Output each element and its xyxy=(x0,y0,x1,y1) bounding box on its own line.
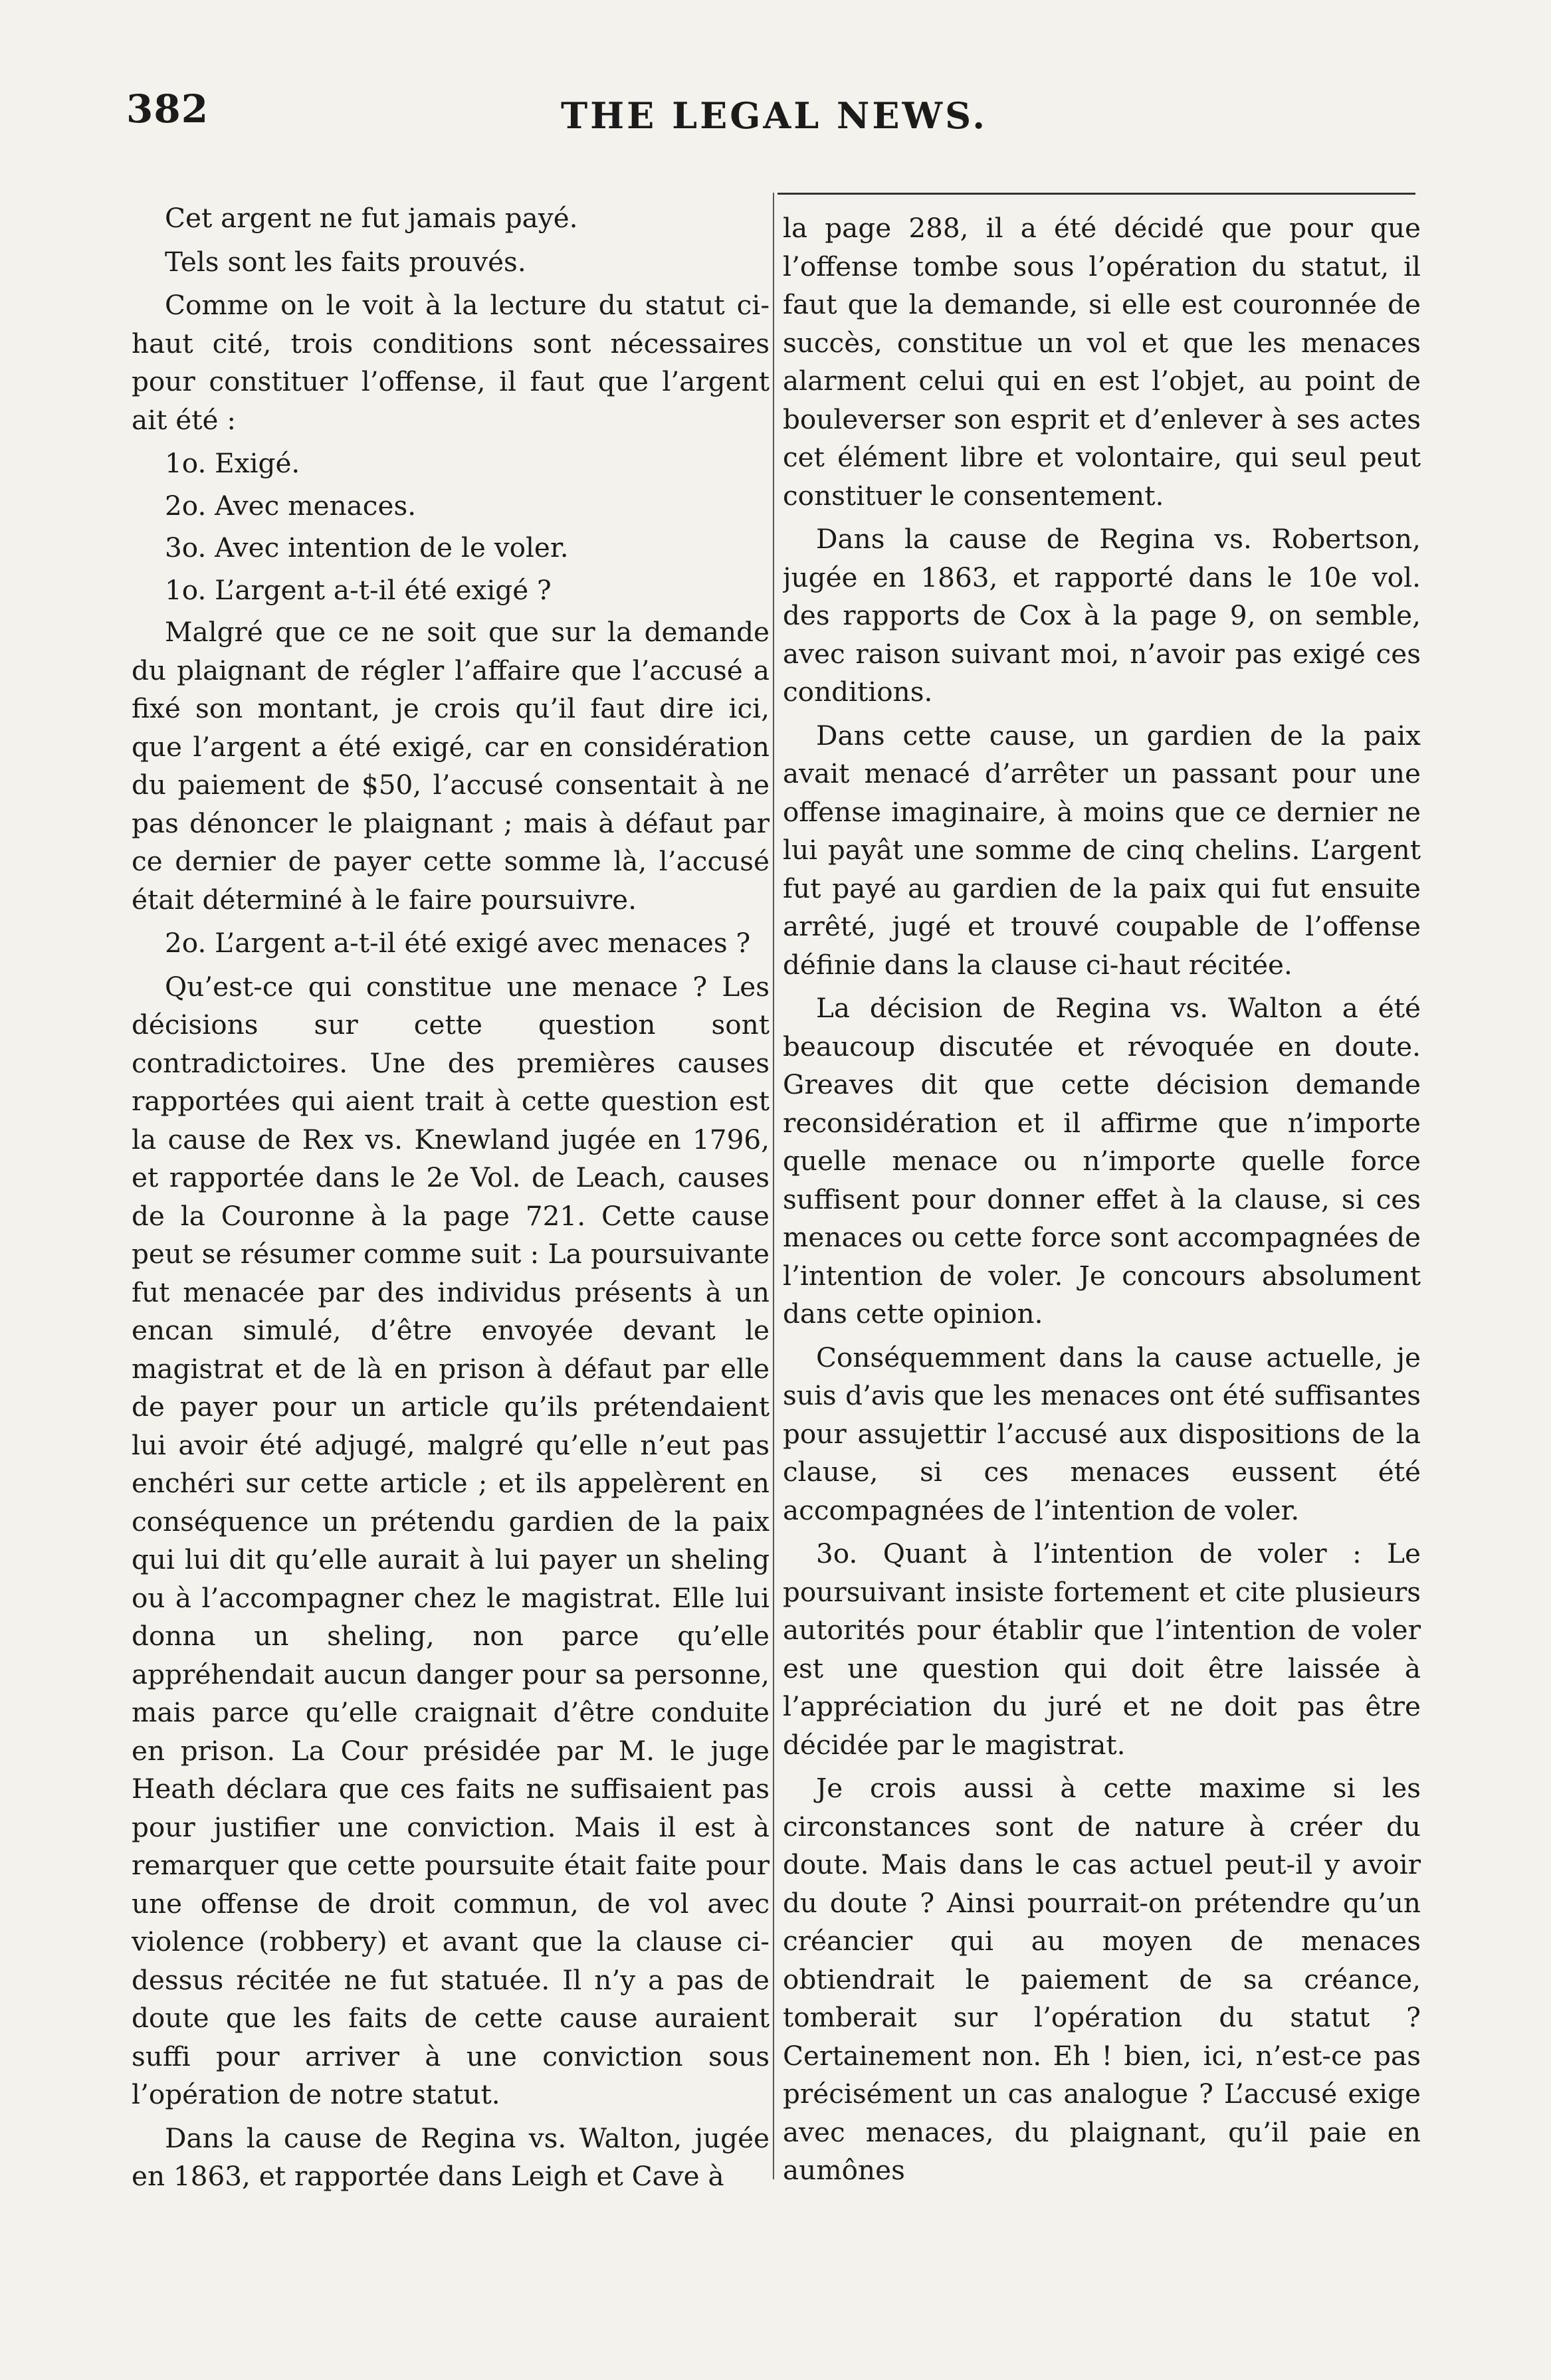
paragraph: Qu’est-ce qui constitue une menace ? Les décisions sur cette question sont contradictoires. Une des premières causes rapportées qui aient trait à cette question est la cause de Rex vs. Knewland jugée en 1796, et rapportée dans le 2e Vol. de Leach, causes de la Couronne à la page 721. Cette cause peut se résumer comme suit : La poursuivante fut menacée par des individus présents à un encan simulé, d’être envoyée devant le magistrat et de là en prison à défaut par elle de payer pour un article qu’ils prétendaient lui avoir été adjugé, malgré qu’elle n’eut pas enchéri sur cette article ; et ils appelèrent en conséquence un prétendu gardien de la paix qui lui dit qu’elle aurait à lui payer un sheling ou à l’accompagner chez le magistrat. Elle lui donna un sheling, non parce qu’elle appréhendait aucun danger pour sa personne, mais parce qu’elle craignait d’être conduite en prison. La Cour présidée par M. le juge Heath déclara que ces faits ne suffisaient pas pour justifier une conviction. Mais il est à remarquer que cette poursuite était faite pour une offense de droit commun, de vol avec violence (robbery) et avant que la clause ci-dessus récitée ne fut statuée. Il n’y a pas de doute que les faits de cette cause auraient suffi pour arriver à une conviction sous l’opération de notre statut. xyxy=(132,970,770,2110)
paragraph: la page 288, il a été décidé que pour que l’offense tombe sous l’opération du statut, il faut que la demande, si elle est couronnée de succès, constitue un vol et que les menaces alarment celui qui en est l’objet, au point de bouleverser son esprit et d’enlever à ses actes cet élément libre et volontaire, qui seul peut constituer le consentement. xyxy=(783,212,1421,512)
left-column xyxy=(132,199,770,2193)
paragraph: Comme on le voit à la lecture du statut ci-haut cité, trois conditions sont nécessaires pour constituer l’offense, il faut que l’argent ait été : xyxy=(132,289,770,436)
section-heading: 2o. L’argent a-t-il été exigé avec menaces ? xyxy=(165,927,751,959)
paragraph: La décision de Regina vs. Walton a été beaucoup discutée et révoquée en doute. Greaves dit que cette décision demande reconsidération et il affirme que n’importe quelle menace ou n’importe quelle force suffisent pour donner effet à la clause, si ces menaces ou cette force sont accompagnées de l’intention de voler. Je concours absolument dans cette opinion. xyxy=(783,992,1421,1330)
paragraph: Dans la cause de Regina vs. Walton, jugée en 1863, et rapportée dans Leigh et Cave à xyxy=(132,2122,770,2192)
paragraph: Dans la cause de Regina vs. Robertson, jugée en 1863, et rapporté dans le 10e vol. des rapports de Cox à la page 9, on semble, avec raison suivant moi, n’avoir pas exigé ces conditions. xyxy=(783,523,1421,708)
paragraph: Je crois aussi à cette maxime si les circonstances sont de nature à créer du doute. Mais dans le cas actuel peut-il y avoir du doute ? Ainsi pourrait-on prétendre qu’un créancier qui au moyen de menaces obtiendrait le paiement de sa créance, tomberait sur l’opération du statut ? Certainement non. Eh ! bien, ici, n’est-ce pas précisément un cas analogue ? L’accusé exige avec menaces, du plaignant, qu’il paie en aumônes xyxy=(783,1772,1421,2186)
column-divider xyxy=(773,193,774,2179)
header-rule xyxy=(777,193,1415,195)
paragraph: Conséquemment dans la cause actuelle, je suis d’avis que les menaces ont été suffisantes pour assujettir l’accusé aux dispositions de la clause, si ces menaces eussent été accompagnées de l’intention de voler. xyxy=(783,1341,1421,1526)
page-number: 382 xyxy=(126,86,209,132)
running-title: THE LEGAL NEWS. xyxy=(560,94,988,137)
list-item: 2o. Avec menaces. xyxy=(165,489,417,522)
paragraph: Cet argent ne fut jamais payé. xyxy=(165,202,578,234)
right-column xyxy=(783,209,1421,2203)
list-item: 1o. Exigé. xyxy=(165,447,300,479)
paragraph: 3o. Quant à l’intention de voler : Le poursuivant insiste fortement et cite plusieurs autorités pour établir que l’intention de voler est une question qui doit être laissée à l’appréciation du juré et ne doit pas être décidée par le magistrat. xyxy=(783,1537,1421,1761)
paragraph: Malgré que ce ne soit que sur la demande du plaignant de régler l’affaire que l’accusé a fixé son montant, je crois qu’il faut dire ici, que l’argent a été exigé, car en considération du paiement de $50, l’accusé consentait à ne pas dénoncer le plaignant ; mais à défaut par ce dernier de payer cette somme là, l’accusé était déterminé à le faire poursuivre. xyxy=(132,616,770,916)
list-item: 3o. Avec intention de le voler. xyxy=(165,532,569,563)
page-header xyxy=(126,86,1422,159)
section-heading: 1o. L’argent a-t-il été exigé ? xyxy=(165,573,552,606)
paragraph: Dans cette cause, un gardien de la paix avait menacé d’arrêter un passant pour une offense imaginaire, à moins que ce dernier ne lui payât une somme de cinq chelins. L’argent fut payé au gardien de la paix qui fut ensuite arrêté, jugé et trouvé coupable de l’offense définie dans la clause ci-haut récitée. xyxy=(783,719,1421,981)
paragraph: Tels sont les faits prouvés. xyxy=(165,245,526,278)
